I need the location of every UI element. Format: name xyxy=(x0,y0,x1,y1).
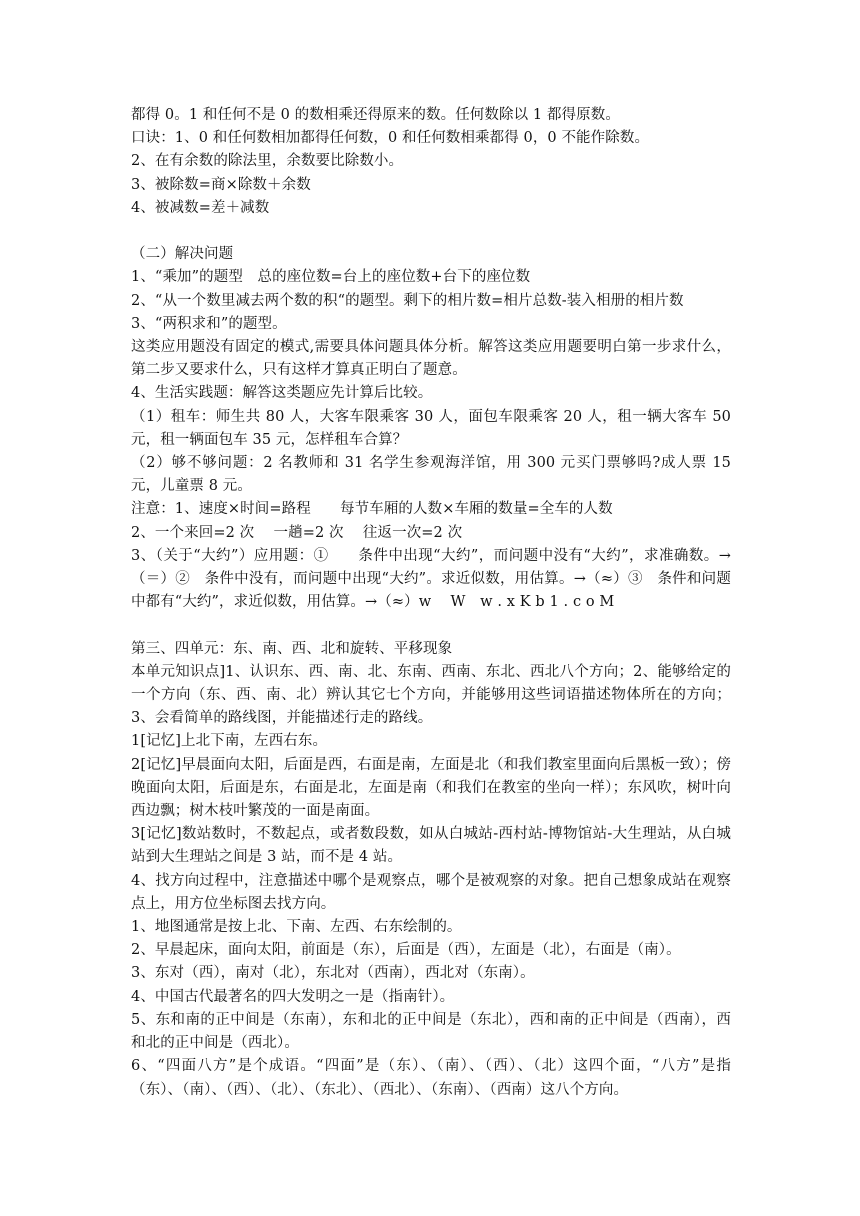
text-line: 1[记忆]上北下南，左西右东。 xyxy=(131,733,328,750)
text-line: 1、“乘加”的题型 总的座位数=台上的座位数+台下的座位数 xyxy=(131,269,531,286)
text-line: 3、东对（西），南对（北），东北对（西南），西北对（东南）。 xyxy=(131,965,535,982)
blank-line xyxy=(131,614,731,637)
document-body xyxy=(131,104,731,1102)
text-paragraph: （1）租车：师生共 80 人，大客车限乘客 30 人，面包车限乘客 20 人，租一辆大客车 50 元，租一辆面包车 35 元，怎样租车合算？ xyxy=(131,408,731,448)
text-line: 注意：1、速度×时间=路程 每节车厢的人数×车厢的数量=全车的人数 xyxy=(131,501,613,518)
text-paragraph: 本单元知识点]1、认识东、西、南、北、东南、西南、东北、西北八个方向；2、能够给定的一个方向（东、西、南、北）辨认其它七个方向，并能够用这些词语描述物体所在的方向；3、会看简单的路线图，并能描述行走的路线。 xyxy=(131,663,731,727)
text-line: 3、被除数=商×除数＋余数 xyxy=(131,176,311,193)
text-paragraph: 3、（关于“大约”）应用题：① 条件中出现“大约”，而问题中没有“大约”，求准确数。→（＝）② 条件中没有，而问题中出现“大约”。求近似数，用估算。→（≈）③ 条件和问题中都有“大约”，求近似数，用估算。→（≈）w W w . x K b 1 . c o M xyxy=(131,547,731,611)
text-line: 4、被减数=差＋减数 xyxy=(131,199,270,216)
text-line: 4、生活实践题：解答这类题应先计算后比较。 xyxy=(131,385,433,402)
text-line: 2、“从一个数里减去两个数的积“的题型。剩下的相片数=相片总数-装入相册的相片数 xyxy=(131,292,684,309)
section-heading: 第三、四单元：东、南、西、北和旋转、平移现象 xyxy=(131,640,453,657)
text-line: 2、一个来回=2 次 一趟=2 次 往返一次=2 次 xyxy=(131,524,463,541)
text-line: 2、在有余数的除法里，余数要比除数小。 xyxy=(131,153,404,170)
text-line: 1、地图通常是按上北、下南、左西、右东绘制的。 xyxy=(131,919,462,936)
text-paragraph: 5、东和南的正中间是（东南），东和北的正中间是（东北），西和南的正中间是（西南），西和北的正中间是（西北）。 xyxy=(131,1011,731,1052)
text-paragraph: （2）够不够问题：2 名教师和 31 名学生参观海洋馆，用 300 元买门票够吗?成人票 15 元，儿童票 8 元。 xyxy=(131,455,731,495)
text-paragraph: 这类应用题没有固定的模式,需要具体问题具体分析。解答这类应用题要明白第一步求什么，第二步又要求什么，只有这样才算真正明白了题意。 xyxy=(131,339,731,379)
text-line: 4、中国古代最著名的四大发明之一是（指南针）。 xyxy=(131,988,455,1005)
text-line: 都得 0。1 和任何不是 0 的数相乘还得原来的数。任何数除以 1 都得原数。 xyxy=(131,107,620,123)
section-heading: （二）解决问题 xyxy=(131,246,234,263)
text-line: 2、早晨起床，面向太阳，前面是（东），后面是（西），左面是（北），右面是（南）。 xyxy=(131,942,681,959)
text-paragraph: 6、“四面八方”是个成语。“四面”是（东）、（南）、（西）、（北）这四个面，“八方”是指 （东）、（南）、（西）、（北）、（东北）、（西北）、（东南）、（西南）这八个方向。 xyxy=(131,1058,731,1098)
text-paragraph: 2[记忆]早晨面向太阳，后面是西，右面是南，左面是北（和我们教室里面向后黑板一致）；傍晚面向太阳，后面是东，右面是北，左面是南（和我们在教室的坐向一样）；东风吹，树叶向西边飘；树木枝叶繁茂的一面是南面。 xyxy=(131,756,731,820)
text-line: 口诀：1、0 和任何数相加都得任何数，0 和任何数相乘都得 0，0 不能作除数。 xyxy=(131,130,650,147)
text-paragraph: 3[记忆]数站数时，不数起点，或者数段数，如从白城站-西村站-博物馆站-大生理站，从白城站到大生理站之间是 3 站，而不是 4 站。 xyxy=(131,826,731,866)
text-line: 3、“两积求和”的题型。 xyxy=(131,315,287,332)
text-paragraph: 4、找方向过程中，注意描述中哪个是观察点，哪个是被观察的对象。把自己想象成站在观察点上，用方位坐标图去找方向。 xyxy=(131,872,731,912)
blank-line xyxy=(131,220,731,243)
